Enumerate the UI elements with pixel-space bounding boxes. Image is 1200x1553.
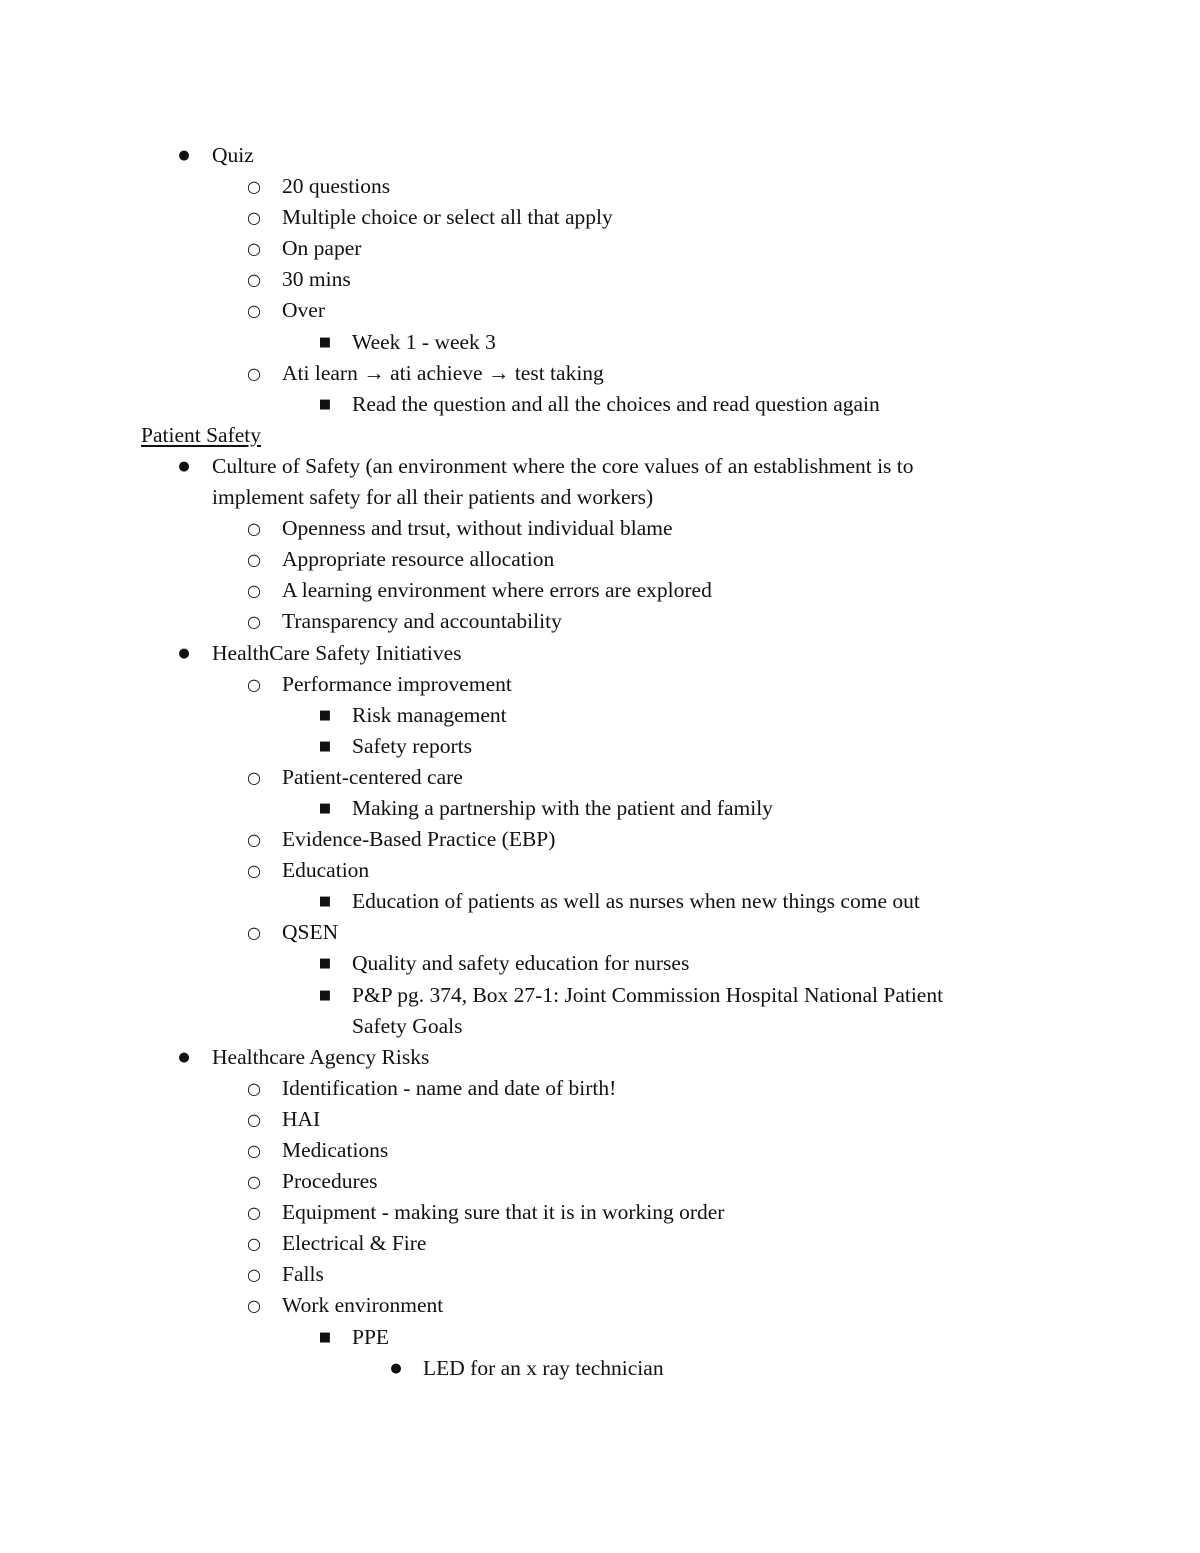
list-item-text: Education [282, 858, 370, 883]
list-item-text: Healthcare Agency Risks [212, 1044, 430, 1069]
list-item-text: Culture of Safety (an environment where the core values of an establishment is to [212, 453, 914, 478]
list-item [0, 140, 1200, 171]
list-item [0, 948, 1200, 979]
list-item-text: LED for an x ray technician [423, 1355, 664, 1380]
circle-bullet-icon: ○ [247, 767, 261, 787]
list-item-text: Over [282, 298, 325, 323]
square-bullet-icon: ■ [318, 800, 332, 816]
list-item-text: Education of patients as well as nurses when new things come out [352, 889, 920, 914]
circle-bullet-icon: ○ [247, 270, 261, 290]
list-item [0, 1073, 1200, 1104]
square-bullet-icon: ■ [318, 894, 332, 910]
list-item-text: HealthCare Safety Initiatives [212, 640, 462, 665]
circle-bullet-icon: ○ [247, 550, 261, 570]
circle-bullet-icon: ○ [247, 861, 261, 881]
list-item-text: Evidence-Based Practice (EBP) [282, 827, 556, 852]
list-item [0, 886, 1200, 917]
list-item-text: Safety Goals [352, 1013, 463, 1038]
list-item-text: Week 1 - week 3 [352, 329, 496, 354]
list-item-text: Appropriate resource allocation [282, 547, 555, 572]
square-bullet-icon: ■ [318, 956, 332, 972]
square-bullet-icon: ■ [318, 1329, 332, 1345]
circle-bullet-icon: ○ [247, 1265, 261, 1285]
list-item [0, 451, 1200, 482]
circle-bullet-icon: ○ [247, 1172, 261, 1192]
list-item-text: Multiple choice or select all that apply [282, 205, 613, 230]
list-item [0, 1322, 1200, 1353]
list-item-text: 30 mins [282, 267, 351, 292]
list-item [0, 980, 1200, 1011]
list-item-text: PPE [352, 1324, 390, 1349]
list-item-text: Equipment - making sure that it is in working order [282, 1200, 725, 1225]
list-item-text: Risk management [352, 702, 507, 727]
list-item-text: Procedures [282, 1169, 378, 1194]
list-item [0, 917, 1200, 948]
circle-bullet-icon: ○ [247, 1203, 261, 1223]
square-bullet-icon: ■ [318, 987, 332, 1003]
list-item [0, 638, 1200, 669]
list-item [0, 855, 1200, 886]
list-item-text: Openness and trsut, without individual blame [282, 516, 673, 541]
circle-bullet-icon: ○ [247, 239, 261, 259]
list-item [0, 327, 1200, 358]
square-bullet-icon: ■ [318, 707, 332, 723]
list-item-text: Quality and safety education for nurses [352, 951, 690, 976]
list-item-text: Electrical & Fire [282, 1231, 427, 1256]
circle-bullet-icon: ○ [247, 177, 261, 197]
section-heading [0, 420, 1200, 451]
circle-bullet-icon: ○ [247, 923, 261, 943]
circle-bullet-icon: ○ [247, 208, 261, 228]
circle-bullet-icon: ○ [247, 301, 261, 321]
circle-bullet-icon: ○ [247, 363, 261, 383]
list-item [0, 575, 1200, 606]
circle-bullet-icon: ○ [247, 1109, 261, 1129]
list-item [0, 606, 1200, 637]
list-item [0, 264, 1200, 295]
list-item [0, 1290, 1200, 1321]
list-item-text: QSEN [282, 920, 339, 945]
list-item-text: Medications [282, 1138, 389, 1162]
circle-bullet-icon: ○ [247, 1296, 261, 1316]
list-item [0, 1042, 1200, 1073]
list-item [0, 669, 1200, 700]
list-item [0, 171, 1200, 202]
list-item-text: Patient-centered care [282, 764, 463, 789]
list-item-text: Making a partnership with the patient and family [352, 795, 773, 820]
list-item-text: Identification - name and date of birth! [282, 1075, 617, 1100]
list-item [0, 1259, 1200, 1290]
disc-bullet-icon: ● [390, 1360, 402, 1376]
list-item-text: On paper [282, 236, 362, 261]
list-item [0, 544, 1200, 575]
circle-bullet-icon: ○ [247, 1078, 261, 1098]
disc-bullet-icon: ● [178, 458, 190, 474]
square-bullet-icon: ■ [318, 738, 332, 754]
list-item [0, 762, 1200, 793]
list-item [0, 1197, 1200, 1228]
list-item [0, 1104, 1200, 1135]
disc-bullet-icon: ● [178, 645, 190, 661]
list-item-text: HAI [282, 1106, 321, 1131]
list-item-text: Falls [282, 1262, 324, 1287]
square-bullet-icon: ■ [318, 396, 332, 412]
list-item [0, 700, 1200, 731]
document-body [0, 140, 1200, 1384]
list-item [0, 389, 1200, 420]
list-item-text: implement safety for all their patients and workers) [212, 485, 654, 510]
circle-bullet-icon: ○ [247, 1234, 261, 1254]
list-item [0, 202, 1200, 233]
list-item-text: P&P pg. 374, Box 27-1: Joint Commission Hospital National Patient [352, 982, 944, 1007]
list-item [0, 824, 1200, 855]
list-item [0, 793, 1200, 824]
list-item [0, 1353, 1200, 1384]
list-item [0, 731, 1200, 762]
list-item [0, 358, 1200, 389]
disc-bullet-icon: ● [178, 1049, 190, 1065]
list-item-text: 20 questions [282, 174, 391, 199]
circle-bullet-icon: ○ [247, 581, 261, 601]
section-heading-text: Patient Safety [141, 422, 262, 447]
list-item [0, 1135, 1200, 1166]
list-item-text: A learning environment where errors are explored [282, 578, 712, 603]
list-item [0, 513, 1200, 544]
circle-bullet-icon: ○ [247, 674, 261, 694]
circle-bullet-icon: ○ [247, 1141, 261, 1160]
list-item-text: Safety reports [352, 733, 473, 758]
circle-bullet-icon: ○ [247, 519, 261, 539]
disc-bullet-icon: ● [178, 148, 190, 163]
list-item [0, 1011, 1200, 1042]
list-item-text: Quiz [212, 143, 254, 167]
square-bullet-icon: ■ [318, 334, 332, 350]
list-item-text: Performance improvement [282, 671, 512, 696]
list-item-text: Ati learn → ati achieve → test taking [282, 360, 604, 385]
list-item [0, 233, 1200, 264]
list-item [0, 1228, 1200, 1259]
list-item-text: Transparency and accountability [282, 609, 562, 634]
circle-bullet-icon: ○ [247, 830, 261, 850]
circle-bullet-icon: ○ [247, 612, 261, 632]
list-item [0, 295, 1200, 326]
list-item-text: Read the question and all the choices and read question again [352, 391, 880, 416]
list-item [0, 482, 1200, 513]
list-item [0, 1166, 1200, 1197]
list-item-text: Work environment [282, 1293, 444, 1318]
